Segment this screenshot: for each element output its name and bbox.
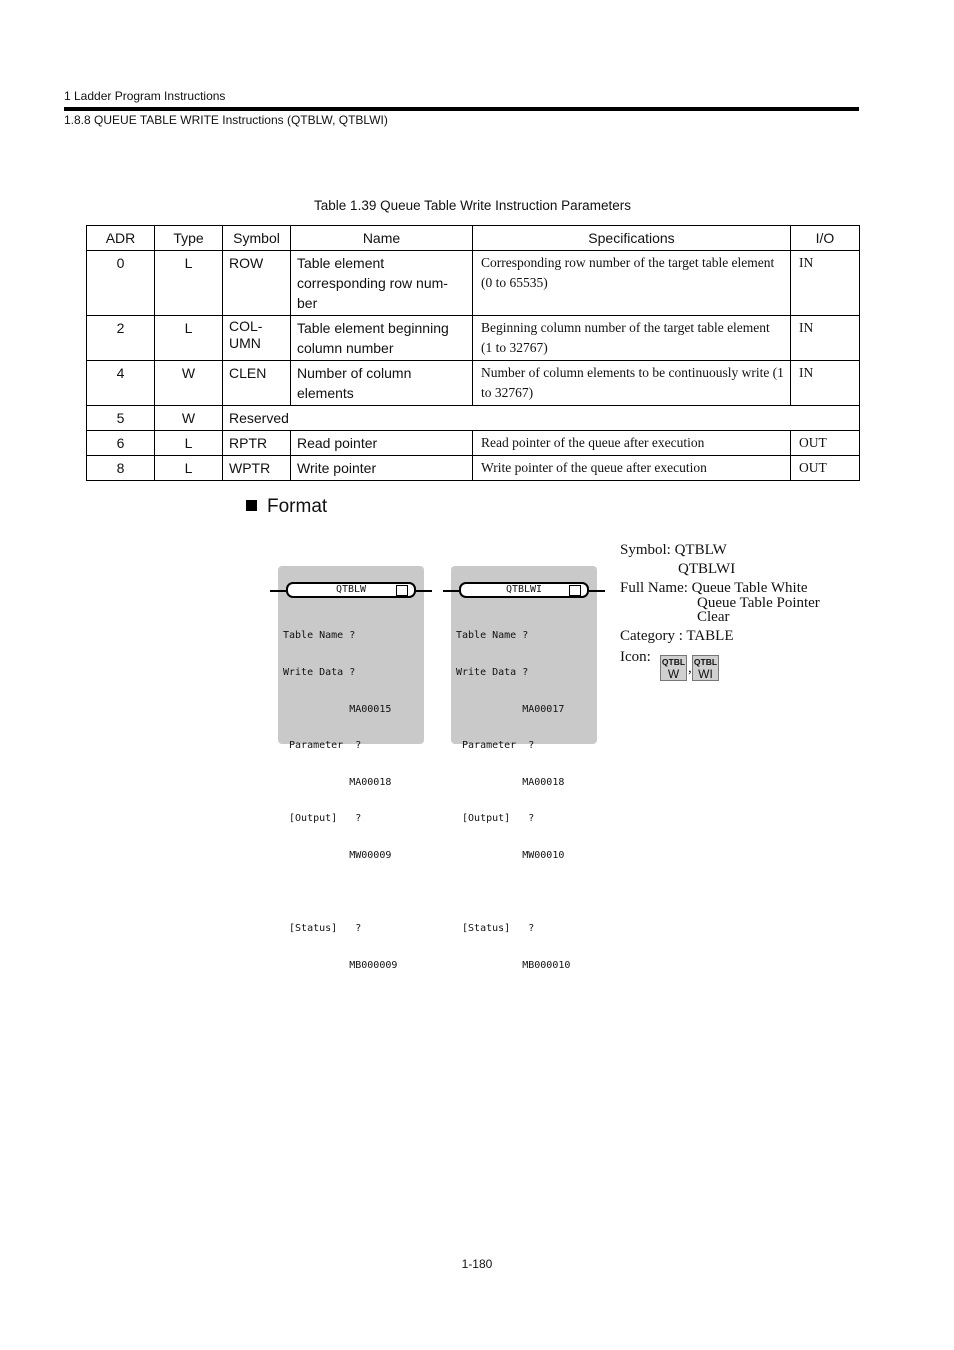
qtblw-icon-top: QTBL — [661, 657, 686, 667]
block-line: MA00015 — [283, 703, 392, 715]
input-wire — [443, 590, 459, 592]
cell-symbol: ROW — [223, 251, 291, 316]
cell-symbol: CLEN — [223, 361, 291, 406]
cell-adr: 0 — [87, 251, 155, 316]
block-line: Parameter ? — [283, 740, 362, 752]
cell-adr: 4 — [87, 361, 155, 406]
column-header: ADR — [87, 226, 155, 251]
function-block-qtblwi — [451, 566, 597, 971]
qtblw-icon-bottom: W — [667, 667, 680, 681]
qtblw-icon — [660, 655, 687, 681]
cell-type: L — [155, 456, 223, 481]
cell-name: Table element corresponding row num-ber — [291, 251, 473, 316]
block-line: Table Name ? — [456, 630, 529, 642]
cell-adr: 2 — [87, 316, 155, 361]
cell-type: L — [155, 251, 223, 316]
block-title: QTBLWI — [505, 584, 543, 595]
cell-io: OUT — [791, 431, 860, 456]
block-line — [456, 887, 570, 899]
cell-symbol: RPTR — [223, 431, 291, 456]
block-line — [283, 887, 397, 899]
cell-name: Write pointer — [291, 456, 473, 481]
cell-io: IN — [791, 361, 860, 406]
block-line: Parameter ? — [456, 740, 535, 752]
block-line: MA00017 — [456, 703, 565, 715]
info-category: Category : TABLE — [620, 628, 734, 644]
table-row — [87, 251, 860, 316]
column-header: Type — [155, 226, 223, 251]
table-row — [87, 316, 860, 361]
info-symbol-alt: QTBLWI — [678, 561, 736, 577]
cell-name: Number of column elements — [291, 361, 473, 406]
column-header: I/O — [791, 226, 860, 251]
block-title-bar — [286, 582, 416, 598]
cell-symbol: Reserved — [223, 406, 860, 431]
block-line: MA00018 — [456, 776, 565, 788]
block-line: MB000009 — [283, 959, 398, 971]
function-block-qtblw — [278, 566, 424, 971]
column-header: Specifications — [473, 226, 791, 251]
block-line: [Status] ? — [283, 923, 362, 935]
format-heading-text: Format — [267, 496, 328, 517]
block-line: MA00018 — [283, 776, 392, 788]
cell-name: Table element beginning column number — [291, 316, 473, 361]
info-fullname: Full Name: Queue Table White — [620, 580, 808, 596]
column-header: Name — [291, 226, 473, 251]
header-rule — [64, 107, 859, 111]
cell-io: IN — [791, 316, 860, 361]
block-line: MW00010 — [456, 850, 565, 862]
block-line: Write Data ? — [283, 667, 356, 679]
block-parameters — [456, 606, 570, 997]
cell-symbol: COL-UMN — [223, 316, 291, 361]
header-section: 1.8.8 QUEUE TABLE WRITE Instructions (QTBLW, QTBLWI) — [64, 113, 388, 127]
block-title-bar — [459, 582, 589, 598]
block-line: [Output] ? — [456, 813, 535, 825]
info-fullname-alt: Queue Table Pointer — [697, 595, 820, 611]
cell-spec: Write pointer of the queue after execution — [473, 456, 791, 481]
table-row — [87, 361, 860, 406]
block-edit-icon — [569, 585, 581, 596]
cell-type: W — [155, 361, 223, 406]
cell-adr: 6 — [87, 431, 155, 456]
cell-name: Read pointer — [291, 431, 473, 456]
block-line: MB000010 — [456, 959, 571, 971]
page-number: 1-180 — [461, 1257, 493, 1271]
format-heading — [246, 496, 327, 518]
block-line: Write Data ? — [456, 667, 529, 679]
block-title: QTBLW — [335, 584, 367, 595]
block-line: [Output] ? — [283, 813, 362, 825]
cell-type: L — [155, 316, 223, 361]
cell-io: IN — [791, 251, 860, 316]
info-fullname-alt2: Clear — [697, 609, 730, 625]
info-symbol: Symbol: QTBLW — [620, 542, 727, 558]
block-parameters — [283, 606, 397, 997]
block-line: [Status] ? — [456, 923, 535, 935]
table-row — [87, 406, 860, 431]
header-chapter: 1 Ladder Program Instructions — [64, 89, 226, 103]
qtblwi-icon — [692, 655, 719, 681]
cell-spec: Corresponding row number of the target table element (0 to 65535) — [473, 251, 791, 316]
cell-type: L — [155, 431, 223, 456]
cell-symbol: WPTR — [223, 456, 291, 481]
cell-spec: Number of column elements to be continuously write (1 to 32767) — [473, 361, 791, 406]
cell-spec: Read pointer of the queue after execution — [473, 431, 791, 456]
block-edit-icon — [396, 585, 408, 596]
cell-io: OUT — [791, 456, 860, 481]
table-row — [87, 431, 860, 456]
output-wire — [589, 590, 605, 592]
table-caption: Table 1.39 Queue Table Write Instruction Parameters — [314, 198, 631, 213]
cell-adr: 8 — [87, 456, 155, 481]
icon-separator: , — [688, 660, 692, 676]
block-line: MW00009 — [283, 850, 392, 862]
input-wire — [270, 590, 286, 592]
parameters-table — [86, 225, 860, 481]
cell-spec: Beginning column number of the target table element (1 to 32767) — [473, 316, 791, 361]
column-header: Symbol — [223, 226, 291, 251]
info-icon-label: Icon: — [620, 649, 651, 665]
cell-type: W — [155, 406, 223, 431]
table-row — [87, 456, 860, 481]
qtblwi-icon-bottom: WI — [698, 667, 713, 681]
square-bullet-icon — [246, 500, 257, 511]
cell-adr: 5 — [87, 406, 155, 431]
table-header-row — [87, 226, 860, 251]
block-line: Table Name ? — [283, 630, 356, 642]
qtblwi-icon-top: QTBL — [693, 657, 718, 667]
output-wire — [416, 590, 432, 592]
